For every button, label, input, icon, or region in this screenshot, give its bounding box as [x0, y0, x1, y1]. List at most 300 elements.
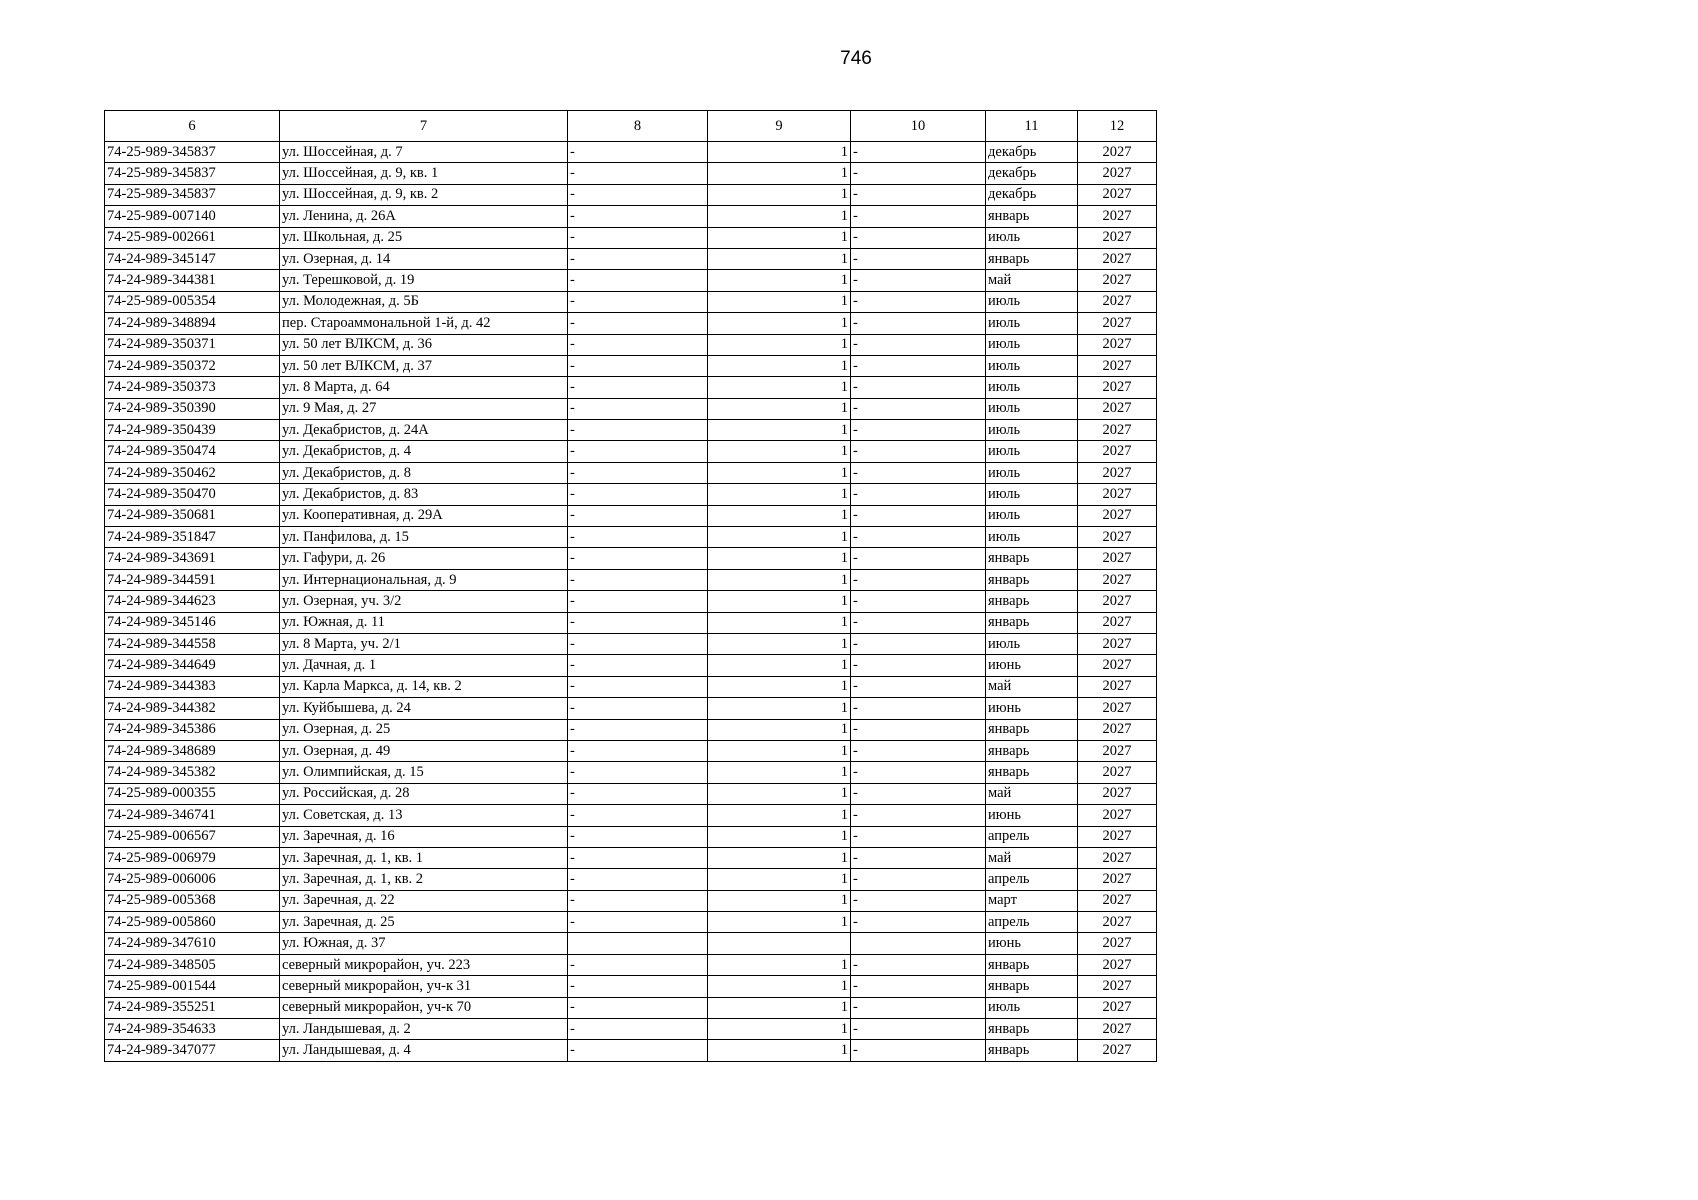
- year-cell: 2027: [1078, 291, 1157, 312]
- table-row: [105, 248, 1157, 269]
- year-cell: 2027: [1078, 912, 1157, 933]
- table-row: [105, 655, 1157, 676]
- column-8-cell: -: [568, 655, 708, 676]
- month-cell: январь: [986, 976, 1078, 997]
- year-cell: 2027: [1078, 569, 1157, 590]
- quantity-cell: 1: [708, 762, 851, 783]
- column-10-cell: -: [851, 591, 986, 612]
- cadastral-number-cell: 74-24-989-344623: [105, 591, 280, 612]
- cadastral-number-cell: 74-24-989-344381: [105, 270, 280, 291]
- table-row: [105, 633, 1157, 654]
- year-cell: 2027: [1078, 505, 1157, 526]
- address-cell: ул. Декабристов, д. 8: [280, 462, 568, 483]
- table-row: [105, 441, 1157, 462]
- column-header-9: 9: [708, 111, 851, 142]
- table-row: [105, 783, 1157, 804]
- address-cell: ул. Южная, д. 11: [280, 612, 568, 633]
- month-cell: май: [986, 676, 1078, 697]
- column-10-cell: -: [851, 270, 986, 291]
- table-row: [105, 676, 1157, 697]
- cadastral-number-cell: 74-24-989-350373: [105, 377, 280, 398]
- column-10-cell: -: [851, 441, 986, 462]
- table-row: [105, 976, 1157, 997]
- address-cell: ул. Шоссейная, д. 7: [280, 142, 568, 163]
- column-10-cell: -: [851, 142, 986, 163]
- address-cell: северный микрорайон, уч-к 70: [280, 997, 568, 1018]
- year-cell: 2027: [1078, 142, 1157, 163]
- cadastral-number-cell: 74-24-989-354633: [105, 1019, 280, 1040]
- quantity-cell: 1: [708, 847, 851, 868]
- column-10-cell: -: [851, 612, 986, 633]
- table-row: [105, 1040, 1157, 1061]
- page-number: 746: [840, 48, 872, 69]
- cadastral-number-cell: 74-25-989-005368: [105, 890, 280, 911]
- table-header: [105, 111, 1157, 142]
- column-header-11: 11: [986, 111, 1078, 142]
- quantity-cell: 1: [708, 805, 851, 826]
- month-cell: январь: [986, 1040, 1078, 1061]
- year-cell: 2027: [1078, 591, 1157, 612]
- address-cell: ул. Кооперативная, д. 29А: [280, 505, 568, 526]
- column-10-cell: -: [851, 719, 986, 740]
- column-8-cell: -: [568, 548, 708, 569]
- column-10-cell: -: [851, 826, 986, 847]
- column-8-cell: -: [568, 783, 708, 804]
- year-cell: 2027: [1078, 377, 1157, 398]
- address-cell: ул. Декабристов, д. 4: [280, 441, 568, 462]
- column-header-6: 6: [105, 111, 280, 142]
- address-cell: ул. Ленина, д. 26А: [280, 206, 568, 227]
- address-cell: ул. Интернациональная, д. 9: [280, 569, 568, 590]
- cadastral-number-cell: 74-24-989-350462: [105, 462, 280, 483]
- address-cell: ул. Шоссейная, д. 9, кв. 2: [280, 184, 568, 205]
- address-cell: ул. Озерная, д. 25: [280, 719, 568, 740]
- quantity-cell: 1: [708, 976, 851, 997]
- year-cell: 2027: [1078, 227, 1157, 248]
- month-cell: июль: [986, 355, 1078, 376]
- column-10-cell: -: [851, 206, 986, 227]
- register-table: [104, 110, 1157, 1062]
- year-cell: 2027: [1078, 1040, 1157, 1061]
- month-cell: декабрь: [986, 142, 1078, 163]
- quantity-cell: 1: [708, 527, 851, 548]
- cadastral-number-cell: 74-25-989-005354: [105, 291, 280, 312]
- column-8-cell: -: [568, 248, 708, 269]
- month-cell: июнь: [986, 655, 1078, 676]
- month-cell: апрель: [986, 869, 1078, 890]
- quantity-cell: 1: [708, 142, 851, 163]
- cadastral-number-cell: 74-24-989-344558: [105, 633, 280, 654]
- column-10-cell: -: [851, 398, 986, 419]
- quantity-cell: 1: [708, 206, 851, 227]
- table-row: [105, 420, 1157, 441]
- month-cell: январь: [986, 762, 1078, 783]
- month-cell: июль: [986, 291, 1078, 312]
- quantity-cell: 1: [708, 420, 851, 441]
- year-cell: 2027: [1078, 462, 1157, 483]
- quantity-cell: 1: [708, 291, 851, 312]
- column-8-cell: -: [568, 227, 708, 248]
- year-cell: 2027: [1078, 847, 1157, 868]
- column-8-cell: -: [568, 890, 708, 911]
- address-cell: ул. Советская, д. 13: [280, 805, 568, 826]
- column-10-cell: -: [851, 462, 986, 483]
- address-cell: ул. Панфилова, д. 15: [280, 527, 568, 548]
- column-8-cell: -: [568, 142, 708, 163]
- quantity-cell: 1: [708, 441, 851, 462]
- quantity-cell: 1: [708, 548, 851, 569]
- table-row: [105, 762, 1157, 783]
- quantity-cell: 1: [708, 612, 851, 633]
- cadastral-number-cell: 74-24-989-351847: [105, 527, 280, 548]
- column-10-cell: -: [851, 313, 986, 334]
- address-cell: ул. Шоссейная, д. 9, кв. 1: [280, 163, 568, 184]
- month-cell: июль: [986, 633, 1078, 654]
- column-8-cell: -: [568, 740, 708, 761]
- quantity-cell: 1: [708, 569, 851, 590]
- year-cell: 2027: [1078, 698, 1157, 719]
- month-cell: январь: [986, 719, 1078, 740]
- table-row: [105, 163, 1157, 184]
- table-row: [105, 377, 1157, 398]
- year-cell: 2027: [1078, 954, 1157, 975]
- table-row: [105, 933, 1157, 954]
- cadastral-number-cell: 74-25-989-001544: [105, 976, 280, 997]
- quantity-cell: 1: [708, 163, 851, 184]
- address-cell: ул. Дачная, д. 1: [280, 655, 568, 676]
- address-cell: ул. Декабристов, д. 24А: [280, 420, 568, 441]
- column-10-cell: -: [851, 377, 986, 398]
- table-row: [105, 142, 1157, 163]
- address-cell: ул. Декабристов, д. 83: [280, 484, 568, 505]
- column-10-cell: -: [851, 548, 986, 569]
- column-10-cell: [851, 933, 986, 954]
- cadastral-number-cell: 74-24-989-348894: [105, 313, 280, 334]
- address-cell: ул. Заречная, д. 16: [280, 826, 568, 847]
- year-cell: 2027: [1078, 334, 1157, 355]
- year-cell: 2027: [1078, 976, 1157, 997]
- year-cell: 2027: [1078, 484, 1157, 505]
- address-cell: ул. 8 Марта, д. 64: [280, 377, 568, 398]
- quantity-cell: 1: [708, 676, 851, 697]
- year-cell: 2027: [1078, 163, 1157, 184]
- month-cell: январь: [986, 569, 1078, 590]
- quantity-cell: 1: [708, 826, 851, 847]
- table-row: [105, 591, 1157, 612]
- column-10-cell: -: [851, 163, 986, 184]
- table-row: [105, 505, 1157, 526]
- table-row: [105, 847, 1157, 868]
- quantity-cell: 1: [708, 505, 851, 526]
- month-cell: январь: [986, 1019, 1078, 1040]
- month-cell: май: [986, 783, 1078, 804]
- table-row: [105, 869, 1157, 890]
- quantity-cell: 1: [708, 184, 851, 205]
- cadastral-number-cell: 74-24-989-344383: [105, 676, 280, 697]
- year-cell: 2027: [1078, 313, 1157, 334]
- column-10-cell: -: [851, 527, 986, 548]
- quantity-cell: 1: [708, 633, 851, 654]
- address-cell: ул. Заречная, д. 1, кв. 1: [280, 847, 568, 868]
- cadastral-number-cell: 74-24-989-345386: [105, 719, 280, 740]
- month-cell: июль: [986, 227, 1078, 248]
- column-10-cell: -: [851, 505, 986, 526]
- column-8-cell: -: [568, 334, 708, 355]
- quantity-cell: 1: [708, 484, 851, 505]
- column-8-cell: -: [568, 291, 708, 312]
- cadastral-number-cell: 74-24-989-348505: [105, 954, 280, 975]
- cadastral-number-cell: 74-24-989-344649: [105, 655, 280, 676]
- year-cell: 2027: [1078, 997, 1157, 1018]
- quantity-cell: 1: [708, 719, 851, 740]
- address-cell: ул. Ландышевая, д. 4: [280, 1040, 568, 1061]
- table-row: [105, 1019, 1157, 1040]
- table-row: [105, 612, 1157, 633]
- table-row: [105, 698, 1157, 719]
- year-cell: 2027: [1078, 740, 1157, 761]
- address-cell: ул. Озерная, д. 14: [280, 248, 568, 269]
- year-cell: 2027: [1078, 548, 1157, 569]
- column-8-cell: -: [568, 398, 708, 419]
- table-row: [105, 740, 1157, 761]
- column-10-cell: -: [851, 355, 986, 376]
- cadastral-number-cell: 74-25-989-006006: [105, 869, 280, 890]
- month-cell: декабрь: [986, 184, 1078, 205]
- year-cell: 2027: [1078, 762, 1157, 783]
- table-row: [105, 890, 1157, 911]
- table-row: [105, 206, 1157, 227]
- column-8-cell: -: [568, 698, 708, 719]
- column-10-cell: -: [851, 890, 986, 911]
- column-8-cell: -: [568, 976, 708, 997]
- cadastral-number-cell: 74-24-989-350681: [105, 505, 280, 526]
- month-cell: июль: [986, 398, 1078, 419]
- cadastral-number-cell: 74-24-989-344382: [105, 698, 280, 719]
- column-8-cell: -: [568, 484, 708, 505]
- year-cell: 2027: [1078, 270, 1157, 291]
- column-8-cell: -: [568, 441, 708, 462]
- cadastral-number-cell: 74-25-989-005860: [105, 912, 280, 933]
- column-8-cell: -: [568, 505, 708, 526]
- month-cell: май: [986, 270, 1078, 291]
- cadastral-number-cell: 74-24-989-345146: [105, 612, 280, 633]
- address-cell: ул. Заречная, д. 1, кв. 2: [280, 869, 568, 890]
- column-8-cell: -: [568, 163, 708, 184]
- address-cell: ул. Южная, д. 37: [280, 933, 568, 954]
- month-cell: июль: [986, 997, 1078, 1018]
- year-cell: 2027: [1078, 1019, 1157, 1040]
- quantity-cell: 1: [708, 954, 851, 975]
- column-8-cell: -: [568, 377, 708, 398]
- year-cell: 2027: [1078, 441, 1157, 462]
- quantity-cell: 1: [708, 698, 851, 719]
- address-cell: ул. 50 лет ВЛКСМ, д. 36: [280, 334, 568, 355]
- month-cell: январь: [986, 248, 1078, 269]
- quantity-cell: 1: [708, 462, 851, 483]
- column-8-cell: -: [568, 847, 708, 868]
- table-row: [105, 805, 1157, 826]
- month-cell: январь: [986, 612, 1078, 633]
- column-8-cell: -: [568, 313, 708, 334]
- column-10-cell: -: [851, 783, 986, 804]
- month-cell: июль: [986, 462, 1078, 483]
- cadastral-number-cell: 74-24-989-350439: [105, 420, 280, 441]
- month-cell: июль: [986, 484, 1078, 505]
- column-10-cell: -: [851, 1019, 986, 1040]
- column-10-cell: -: [851, 805, 986, 826]
- column-8-cell: -: [568, 206, 708, 227]
- quantity-cell: 1: [708, 377, 851, 398]
- table-row: [105, 462, 1157, 483]
- year-cell: 2027: [1078, 676, 1157, 697]
- quantity-cell: 1: [708, 398, 851, 419]
- column-10-cell: -: [851, 740, 986, 761]
- column-10-cell: -: [851, 976, 986, 997]
- header-row: [105, 111, 1157, 142]
- column-10-cell: -: [851, 1040, 986, 1061]
- quantity-cell: 1: [708, 890, 851, 911]
- column-10-cell: -: [851, 698, 986, 719]
- address-cell: ул. Карла Маркса, д. 14, кв. 2: [280, 676, 568, 697]
- month-cell: январь: [986, 740, 1078, 761]
- table-row: [105, 291, 1157, 312]
- quantity-cell: 1: [708, 912, 851, 933]
- month-cell: июнь: [986, 805, 1078, 826]
- month-cell: апрель: [986, 826, 1078, 847]
- address-cell: ул. Ландышевая, д. 2: [280, 1019, 568, 1040]
- column-10-cell: -: [851, 334, 986, 355]
- column-8-cell: -: [568, 462, 708, 483]
- month-cell: июль: [986, 313, 1078, 334]
- cadastral-number-cell: 74-25-989-006567: [105, 826, 280, 847]
- address-cell: пер. Староаммональной 1-й, д. 42: [280, 313, 568, 334]
- quantity-cell: 1: [708, 869, 851, 890]
- quantity-cell: [708, 933, 851, 954]
- year-cell: 2027: [1078, 890, 1157, 911]
- year-cell: 2027: [1078, 826, 1157, 847]
- cadastral-number-cell: 74-25-989-345837: [105, 184, 280, 205]
- column-8-cell: -: [568, 184, 708, 205]
- cadastral-number-cell: 74-25-989-002661: [105, 227, 280, 248]
- column-8-cell: -: [568, 527, 708, 548]
- column-8-cell: -: [568, 591, 708, 612]
- address-cell: ул. Школьная, д. 25: [280, 227, 568, 248]
- cadastral-number-cell: 74-24-989-350474: [105, 441, 280, 462]
- month-cell: май: [986, 847, 1078, 868]
- column-10-cell: -: [851, 420, 986, 441]
- month-cell: июль: [986, 420, 1078, 441]
- month-cell: март: [986, 890, 1078, 911]
- cadastral-number-cell: 74-24-989-345382: [105, 762, 280, 783]
- month-cell: январь: [986, 206, 1078, 227]
- month-cell: январь: [986, 591, 1078, 612]
- quantity-cell: 1: [708, 740, 851, 761]
- cadastral-number-cell: 74-25-989-000355: [105, 783, 280, 804]
- column-10-cell: -: [851, 291, 986, 312]
- column-8-cell: -: [568, 954, 708, 975]
- address-cell: ул. Терешковой, д. 19: [280, 270, 568, 291]
- table-row: [105, 355, 1157, 376]
- table-row: [105, 997, 1157, 1018]
- address-cell: ул. Заречная, д. 25: [280, 912, 568, 933]
- address-cell: ул. 8 Марта, уч. 2/1: [280, 633, 568, 654]
- column-header-8: 8: [568, 111, 708, 142]
- cadastral-number-cell: 74-25-989-345837: [105, 142, 280, 163]
- month-cell: июль: [986, 505, 1078, 526]
- cadastral-number-cell: 74-24-989-346741: [105, 805, 280, 826]
- year-cell: 2027: [1078, 655, 1157, 676]
- year-cell: 2027: [1078, 420, 1157, 441]
- quantity-cell: 1: [708, 1040, 851, 1061]
- month-cell: июль: [986, 527, 1078, 548]
- month-cell: июль: [986, 441, 1078, 462]
- table-row: [105, 719, 1157, 740]
- table-row: [105, 826, 1157, 847]
- year-cell: 2027: [1078, 783, 1157, 804]
- column-8-cell: -: [568, 1019, 708, 1040]
- cadastral-number-cell: 74-24-989-347077: [105, 1040, 280, 1061]
- address-cell: северный микрорайон, уч. 223: [280, 954, 568, 975]
- address-cell: ул. Российская, д. 28: [280, 783, 568, 804]
- column-header-12: 12: [1078, 111, 1157, 142]
- quantity-cell: 1: [708, 355, 851, 376]
- cadastral-number-cell: 74-25-989-007140: [105, 206, 280, 227]
- year-cell: 2027: [1078, 248, 1157, 269]
- quantity-cell: 1: [708, 783, 851, 804]
- column-8-cell: [568, 933, 708, 954]
- year-cell: 2027: [1078, 612, 1157, 633]
- column-10-cell: -: [851, 569, 986, 590]
- column-8-cell: -: [568, 997, 708, 1018]
- table-body: [105, 142, 1157, 1062]
- column-10-cell: -: [851, 227, 986, 248]
- column-10-cell: -: [851, 997, 986, 1018]
- address-cell: северный микрорайон, уч-к 31: [280, 976, 568, 997]
- cadastral-number-cell: 74-24-989-355251: [105, 997, 280, 1018]
- address-cell: ул. Заречная, д. 22: [280, 890, 568, 911]
- address-cell: ул. Озерная, д. 49: [280, 740, 568, 761]
- cadastral-number-cell: 74-24-989-350371: [105, 334, 280, 355]
- column-8-cell: -: [568, 762, 708, 783]
- table-row: [105, 184, 1157, 205]
- address-cell: ул. 50 лет ВЛКСМ, д. 37: [280, 355, 568, 376]
- year-cell: 2027: [1078, 869, 1157, 890]
- table-row: [105, 334, 1157, 355]
- year-cell: 2027: [1078, 805, 1157, 826]
- quantity-cell: 1: [708, 248, 851, 269]
- address-cell: ул. Молодежная, д. 5Б: [280, 291, 568, 312]
- quantity-cell: 1: [708, 655, 851, 676]
- year-cell: 2027: [1078, 933, 1157, 954]
- cadastral-number-cell: 74-25-989-006979: [105, 847, 280, 868]
- month-cell: апрель: [986, 912, 1078, 933]
- column-8-cell: -: [568, 869, 708, 890]
- quantity-cell: 1: [708, 313, 851, 334]
- cadastral-number-cell: 74-24-989-345147: [105, 248, 280, 269]
- column-8-cell: -: [568, 420, 708, 441]
- address-cell: ул. 9 Мая, д. 27: [280, 398, 568, 419]
- table-row: [105, 313, 1157, 334]
- column-10-cell: -: [851, 184, 986, 205]
- column-10-cell: -: [851, 954, 986, 975]
- month-cell: июнь: [986, 933, 1078, 954]
- address-cell: ул. Озерная, уч. 3/2: [280, 591, 568, 612]
- quantity-cell: 1: [708, 997, 851, 1018]
- year-cell: 2027: [1078, 527, 1157, 548]
- table-row: [105, 527, 1157, 548]
- column-8-cell: -: [568, 719, 708, 740]
- column-8-cell: -: [568, 633, 708, 654]
